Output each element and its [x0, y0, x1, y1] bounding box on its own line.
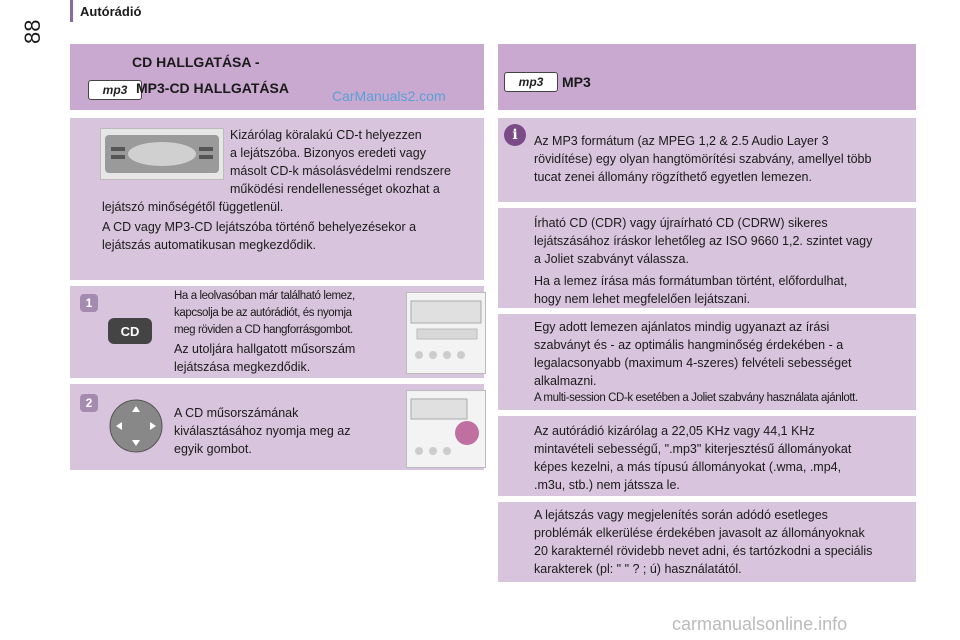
mp3-block-5-text	[534, 506, 912, 578]
mp3-block-1	[498, 118, 916, 202]
watermark-top: CarManuals2.com	[332, 88, 446, 104]
right-title-panel	[498, 44, 916, 110]
step1-line: lejátszása megkezdődik.	[174, 360, 311, 374]
mp3-line: Az MP3 formátum (az MPEG 1,2 & 2.5 Audio Layer 3	[534, 134, 829, 148]
intro-line: Kizárólag köralakú CD-t helyezzen	[230, 128, 422, 142]
mp3-line: tucat zenei állomány rögzíthető egyetlen lemezen.	[534, 170, 812, 184]
step1-note	[174, 288, 404, 339]
mp3-line: .m3u, stb.) nem játssza le.	[534, 478, 680, 492]
left-title-line1: CD HALLGATÁSA -	[132, 54, 260, 70]
watermark-bottom: carmanualsonline.info	[672, 614, 848, 634]
step2-panel	[70, 384, 484, 470]
info-icon: i	[504, 124, 526, 146]
mp3-block-4	[498, 416, 916, 496]
mp3-block-2-text	[534, 214, 912, 308]
mp3-line: Egy adott lemezen ajánlatos mindig ugyanazt az írási	[534, 320, 830, 334]
mp3-line: hogy nem lehet megfelelően lejátszani.	[534, 292, 751, 306]
radio-illustration-icon	[101, 129, 223, 179]
step2-line: egyik gombot.	[174, 442, 252, 456]
intro-line: A CD vagy MP3-CD lejátszóba történő behelyezésekor a	[102, 220, 417, 234]
left-title-line2: MP3-CD HALLGATÁSA	[136, 80, 289, 96]
section-header: Autórádió	[80, 4, 142, 19]
step1-badge: 1	[80, 294, 98, 312]
intro-line: lejátszás automatikusan megkezdődik.	[102, 238, 317, 252]
step2-line: A CD műsorszámának	[174, 406, 299, 420]
intro-line: működési rendellenességet okozhat a	[230, 182, 440, 196]
radio-front-illustration-icon	[407, 391, 485, 467]
mp3-logo-icon: mp3	[504, 72, 558, 92]
right-title: MP3	[562, 74, 591, 90]
step2-line: kiválasztásához nyomja meg az	[174, 424, 351, 438]
mp3-line: karakterek (pl: " " ? ; ú) használatától.	[534, 562, 742, 576]
radio-front-image-2	[406, 390, 486, 468]
radio-front-image	[406, 292, 486, 374]
mp3-line: mintavételi sebességű, ".mp3" kiterjesztésű állományokat	[534, 442, 852, 456]
step1-note-line: Ha a leolvasóban már található lemez,	[174, 290, 355, 302]
mp3-block-5	[498, 502, 916, 582]
direction-pad-icon	[108, 398, 164, 459]
mp3-block-2	[498, 208, 916, 308]
header-accent-bar	[70, 0, 73, 22]
mp3-logo-icon: mp3	[88, 80, 142, 100]
mp3-line: a Joliet szabványt válassza.	[534, 252, 689, 266]
intro-paragraph-2	[102, 218, 472, 254]
mp3-line: alkalmazni.	[534, 374, 597, 388]
mp3-line: Ha a lemez írása más formátumban történt, előfordulhat,	[534, 274, 848, 288]
mp3-line: lejátszásához íráskor lehetőleg az ISO 9660 1,2. szintet vagy	[534, 234, 873, 248]
mp3-line: szabványt és - az optimális hangminőség érdekében - a	[534, 338, 844, 352]
left-intro-panel	[70, 118, 484, 280]
mp3-block-3-text	[534, 318, 912, 390]
mp3-line: 20 karakternél rövidebb nevet adni, és tartózkodni a speciális	[534, 544, 873, 558]
mp3-line: legalacsonyabb (maximum 4-szeres) felvételi sebességet	[534, 356, 852, 370]
mp3-block-1-text	[534, 132, 912, 186]
intro-paragraph-1	[230, 126, 480, 198]
step1-text	[174, 340, 394, 376]
intro-line: a lejátszóba. Bizonyos eredeti vagy	[230, 146, 426, 160]
radio-front-illustration-icon	[407, 293, 485, 373]
step1-panel	[70, 286, 484, 378]
page-number: 88	[20, 19, 45, 44]
mp3-block-3-note: A multi-session CD-k esetében a Joliet szabvány használata ajánlott.	[534, 392, 858, 404]
mp3-line: A lejátszás vagy megjelenítés során adódó esetleges	[534, 508, 828, 522]
step1-line: Az utoljára hallgatott műsorszám	[174, 342, 356, 356]
mp3-line: Írható CD (CDR) vagy újraírható CD (CDRW) sikeres	[534, 216, 828, 230]
step1-note-line: meg röviden a CD hangforrásgombot.	[174, 324, 353, 336]
intro-line: másolt CD-k másolásvédelmi rendszere	[230, 164, 451, 178]
step2-text	[174, 404, 394, 458]
step1-note-line: kapcsolja be az autórádiót, és nyomja	[174, 307, 352, 319]
mp3-line: képes kezelni, a más típusú állományokat (.wma, .mp4,	[534, 460, 842, 474]
mp3-line: rövidítése) egy olyan hangtömörítési szabvány, amellyel több	[534, 152, 872, 166]
step2-badge: 2	[80, 394, 98, 412]
cd-source-button: CD	[108, 318, 152, 344]
mp3-line: Az autórádió kizárólag a 22,05 KHz vagy 44,1 KHz	[534, 424, 815, 438]
mp3-block-4-text	[534, 422, 912, 494]
mp3-line: problémák elkerülése érdekében javasolt az állományoknak	[534, 526, 865, 540]
seek-buttons-icon	[108, 398, 164, 454]
radio-device-image	[100, 128, 224, 180]
intro-line: lejátszó minőségétől függetlenül.	[102, 200, 284, 214]
mp3-block-3	[498, 314, 916, 410]
